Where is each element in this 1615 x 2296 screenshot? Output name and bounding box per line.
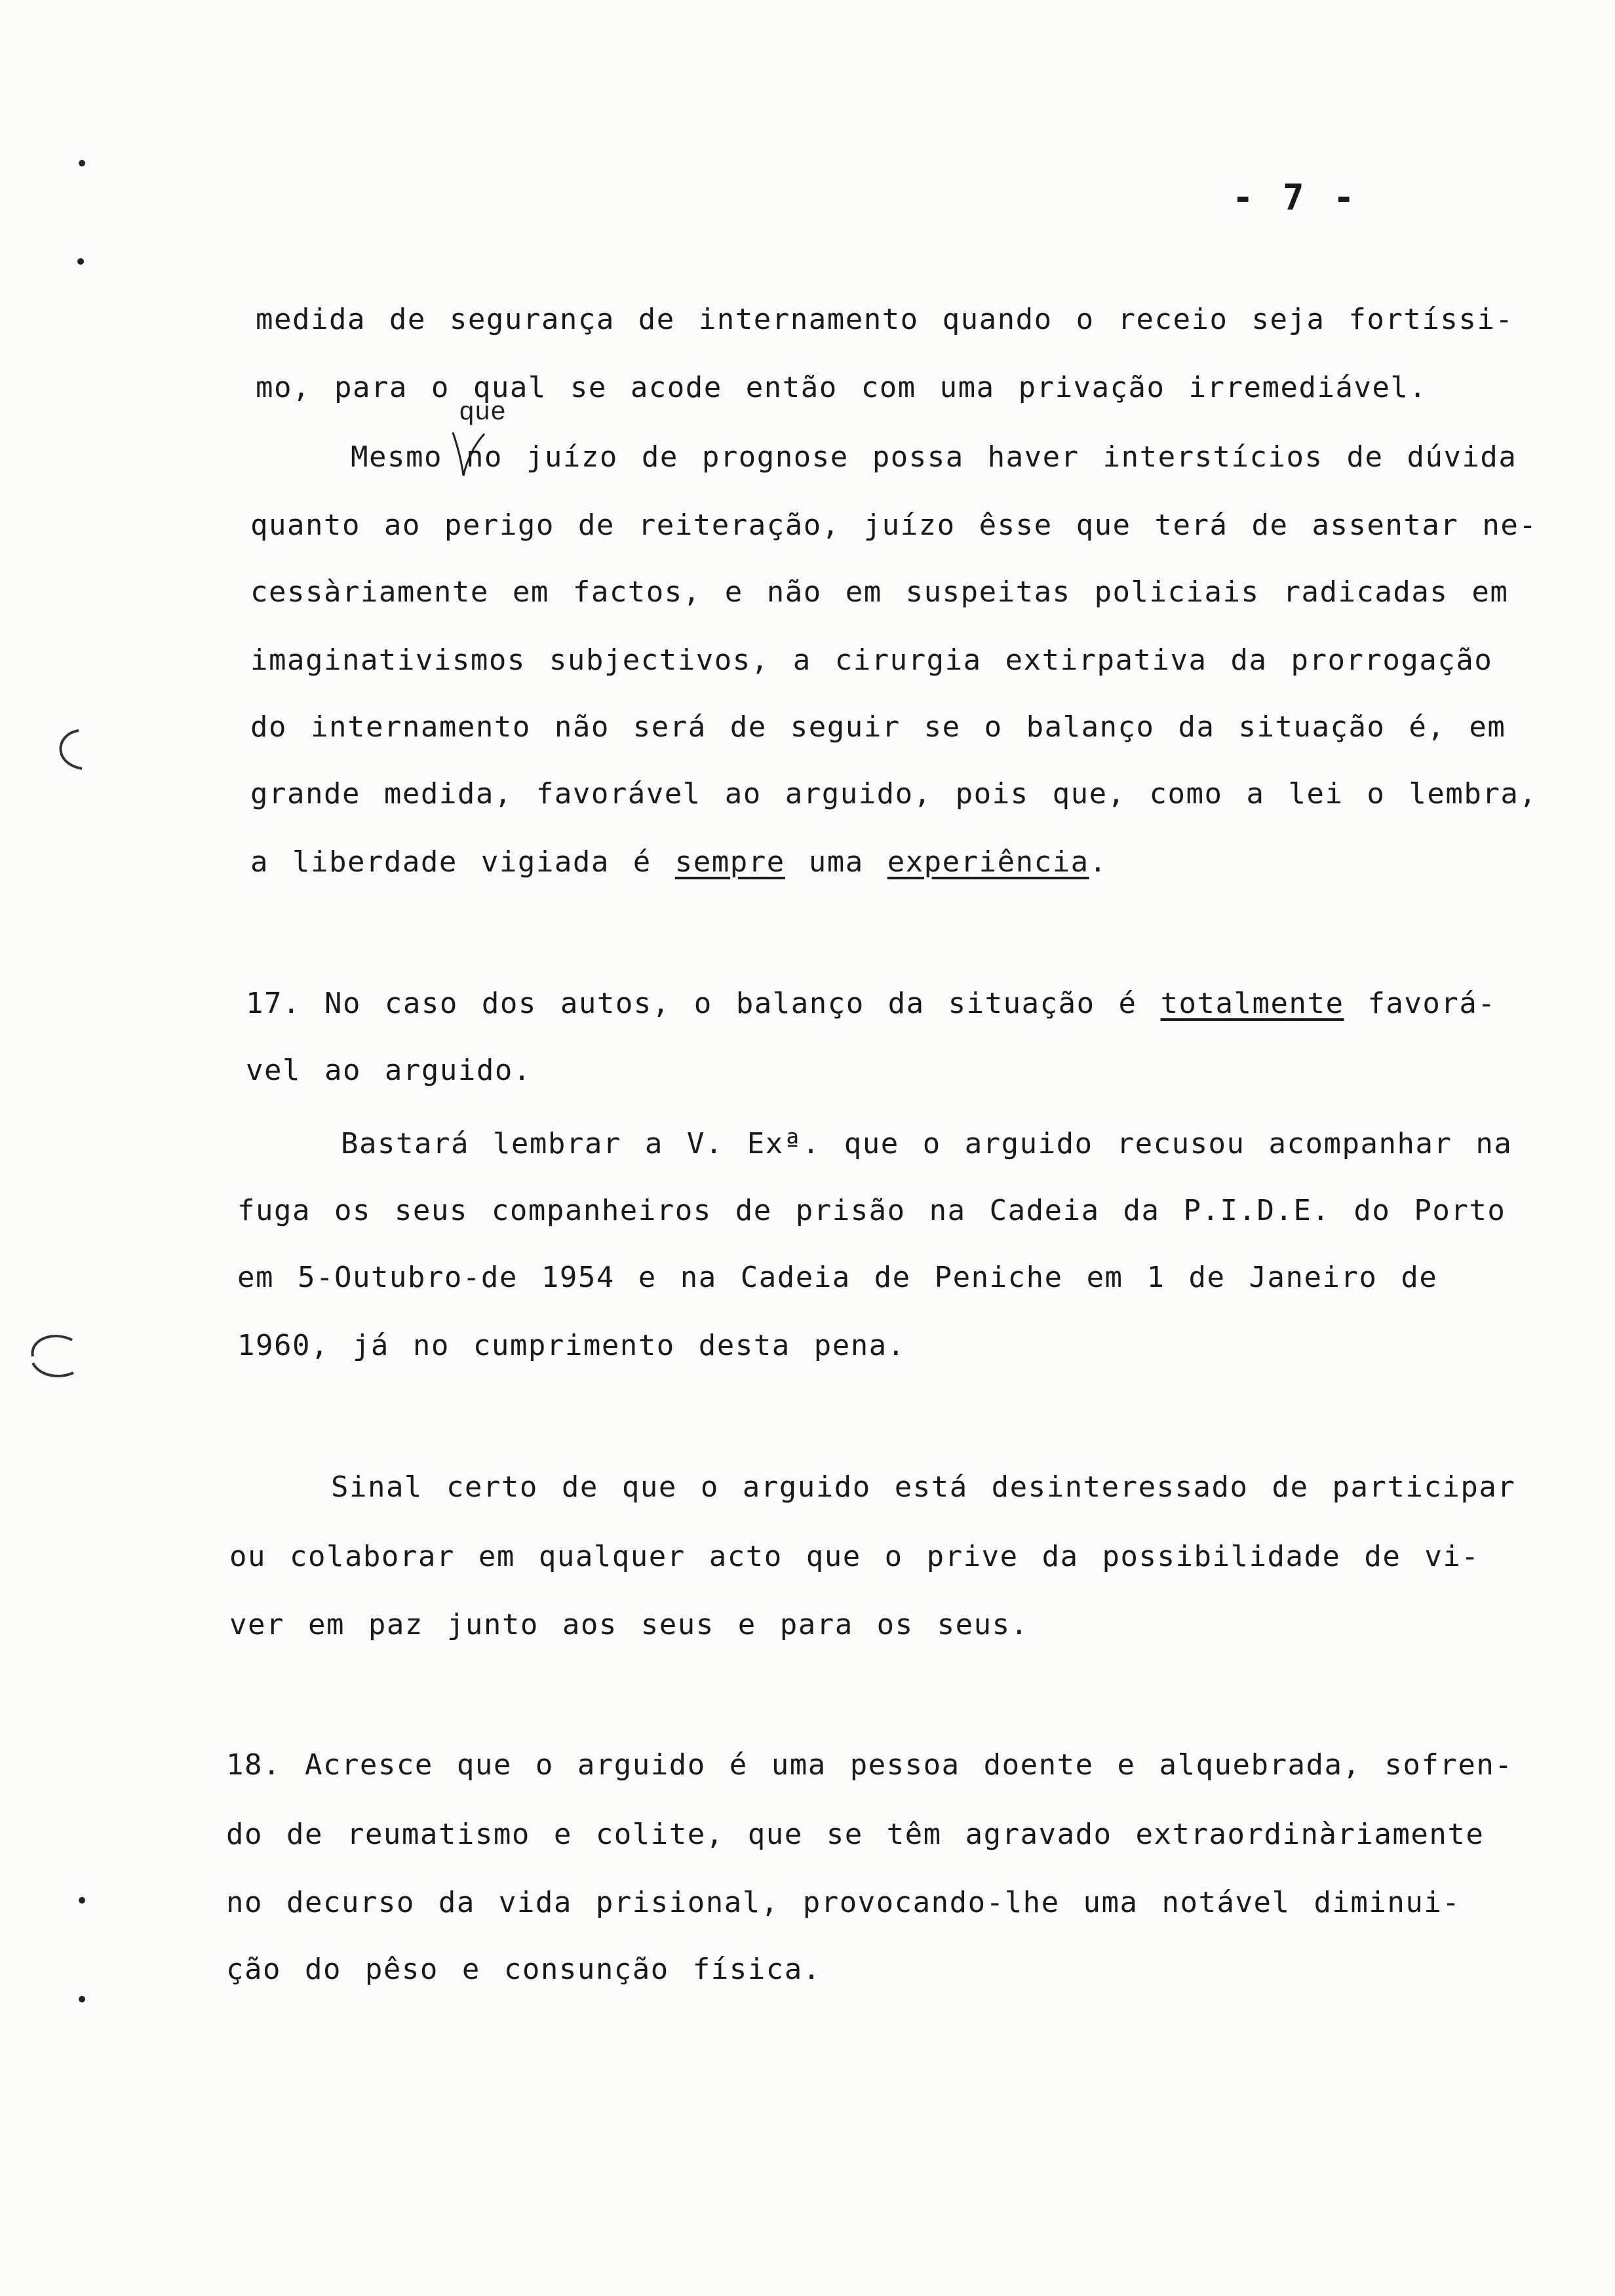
text-line: Sinal certo de que o arguido está desinteressado de participar bbox=[331, 1470, 1516, 1504]
text-line: em 5-Outubro-de 1954 e na Cadeia de Peniche em 1 de Janeiro de bbox=[237, 1261, 1438, 1294]
text-line: ver em paz junto aos seus e para os seus. bbox=[229, 1608, 1029, 1641]
margin-speck bbox=[79, 160, 85, 166]
text-line: Mesmo no juízo de prognose possa haver interstícios de dúvida bbox=[351, 440, 1517, 474]
text-line: a liberdade vigiada é sempre uma experiência. bbox=[250, 845, 1108, 879]
page-number: - 7 - bbox=[1232, 177, 1359, 218]
text-line: fuga os seus companheiros de prisão na Cadeia da P.I.D.E. do Porto bbox=[237, 1194, 1506, 1227]
text-line: ção do pêso e consunção física. bbox=[226, 1953, 821, 1986]
margin-speck bbox=[77, 258, 84, 265]
text-line: 17. No caso dos autos, o balanço da situação é totalmente favorá- bbox=[246, 987, 1496, 1020]
text-line: do de reumatismo e colite, que se têm agravado extraordinàriamente bbox=[226, 1818, 1485, 1851]
text-line: quanto ao perigo de reiteração, juízo êsse que terá de assentar ne- bbox=[250, 508, 1538, 542]
text-line: ou colaborar em qualquer acto que o prive da possibilidade de vi- bbox=[229, 1540, 1480, 1573]
text-line: Bastará lembrar a V. Exª. que o arguido recusou acompanhar na bbox=[341, 1127, 1513, 1160]
punch-hole-mark bbox=[46, 724, 92, 776]
text-line: grande medida, favorável ao arguido, pois que, como a lei o lembra, bbox=[250, 777, 1538, 811]
text-line: do internamento não será de seguir se o balanço da situação é, em bbox=[250, 710, 1506, 744]
text-line: no decurso da vida prisional, provocando-lhe uma notável diminui- bbox=[226, 1886, 1461, 1919]
text-line: 18. Acresce que o arguido é uma pessoa doente e alquebrada, sofren- bbox=[226, 1748, 1513, 1782]
underlined-word: sempre bbox=[674, 845, 785, 879]
text-line: 1960, já no cumprimento desta pena. bbox=[237, 1329, 906, 1362]
punch-hole-mark bbox=[26, 1327, 79, 1386]
underlined-word: experiência bbox=[887, 845, 1089, 879]
margin-speck bbox=[79, 1996, 85, 2002]
text-line: imaginativismos subjectivos, a cirurgia extirpativa da prorrogação bbox=[250, 643, 1493, 677]
text-line: cessàriamente em factos, e não em suspeitas policiais radicadas em bbox=[250, 575, 1509, 609]
text-line: mo, para o qual se acode então com uma privação irremediável. bbox=[256, 371, 1428, 404]
text-line: vel ao arguido. bbox=[246, 1054, 532, 1087]
underlined-word: totalmente bbox=[1160, 987, 1344, 1020]
handwritten-insertion: que bbox=[459, 398, 507, 428]
text-line: medida de segurança de internamento quando o receio seja fortíssi- bbox=[256, 303, 1514, 336]
margin-speck bbox=[79, 1897, 85, 1904]
